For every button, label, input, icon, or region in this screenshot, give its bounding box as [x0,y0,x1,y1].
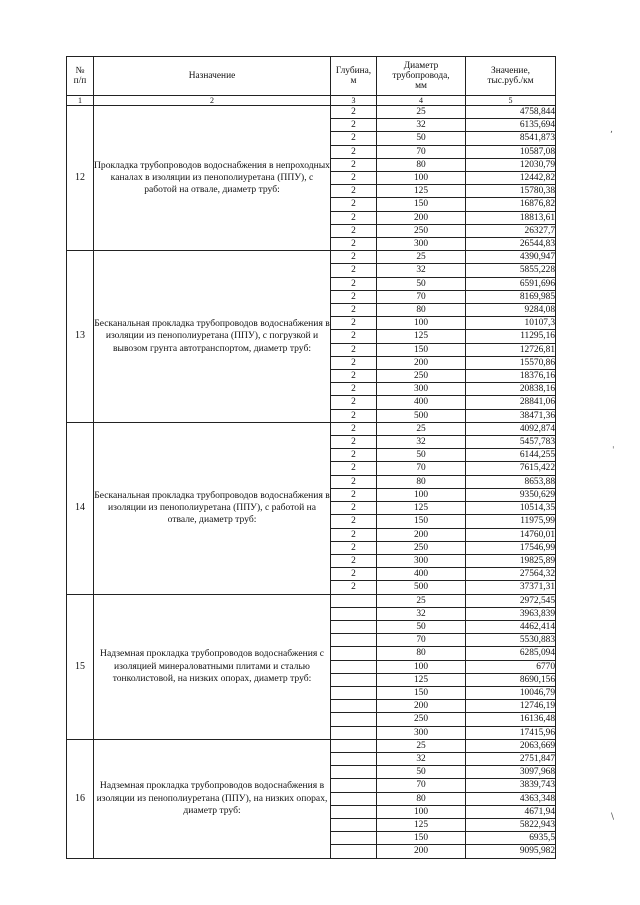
diameter-cell: 70 [377,145,466,158]
column-number: 2 [94,96,331,106]
value-cell: 5530,883 [466,634,556,647]
diameter-cell: 80 [377,475,466,488]
value-cell: 8169,985 [466,290,556,303]
value-cell: 9284,08 [466,304,556,317]
diameter-cell: 50 [377,766,466,779]
depth-cell: 2 [331,581,377,594]
depth-cell: 2 [331,224,377,237]
value-cell: 20838,16 [466,383,556,396]
depth-cell [331,660,377,673]
value-cell: 9350,629 [466,488,556,501]
value-cell: 3963,839 [466,607,556,620]
depth-cell: 2 [331,264,377,277]
value-cell: 6135,694 [466,119,556,132]
diameter-cell: 250 [377,370,466,383]
value-cell: 5855,228 [466,264,556,277]
diameter-cell: 125 [377,330,466,343]
header-value: Значение, тыс.руб./км [466,57,556,96]
header-purpose: Назначение [94,57,331,96]
column-number: 4 [377,96,466,106]
value-cell: 27564,32 [466,568,556,581]
depth-cell: 2 [331,304,377,317]
depth-cell: 2 [331,198,377,211]
depth-cell [331,686,377,699]
depth-cell: 2 [331,528,377,541]
depth-cell [331,620,377,633]
depth-cell [331,779,377,792]
depth-cell [331,700,377,713]
diameter-cell: 70 [377,634,466,647]
diameter-cell: 125 [377,673,466,686]
value-cell: 4363,348 [466,792,556,805]
table-row [67,106,556,119]
depth-cell: 2 [331,211,377,224]
column-number-row [67,96,556,106]
diameter-cell: 100 [377,488,466,501]
diameter-cell: 25 [377,106,466,119]
depth-cell: 2 [331,502,377,515]
table-row [67,739,556,752]
diameter-cell: 80 [377,792,466,805]
depth-cell: 2 [331,238,377,251]
depth-cell: 2 [331,330,377,343]
diameter-cell: 50 [377,620,466,633]
depth-cell: 2 [331,185,377,198]
margin-mark: ‚ [610,125,613,135]
column-number: 1 [67,96,94,106]
value-cell: 37371,31 [466,581,556,594]
diameter-cell: 50 [377,277,466,290]
value-cell: 15570,86 [466,356,556,369]
depth-cell: 2 [331,251,377,264]
value-cell: 6591,696 [466,277,556,290]
diameter-cell: 32 [377,607,466,620]
depth-cell [331,805,377,818]
header-depth: Глубина, м [331,57,377,96]
diameter-cell: 200 [377,211,466,224]
diameter-cell: 500 [377,409,466,422]
value-cell: 9095,982 [466,845,556,858]
diameter-cell: 250 [377,541,466,554]
value-cell: 12726,81 [466,343,556,356]
value-cell: 10514,35 [466,502,556,515]
value-cell: 8653,88 [466,475,556,488]
diameter-cell: 250 [377,224,466,237]
section-number: 16 [67,739,94,858]
value-cell: 18376,16 [466,370,556,383]
section-number: 12 [67,106,94,251]
depth-cell [331,634,377,647]
diameter-cell: 150 [377,686,466,699]
value-cell: 6935,5 [466,832,556,845]
section-description: Надземная прокладка трубопроводов водоснабжения с изоляцией минераловатными плитами и сталью тонколистовой, на низких опорах, диаметр труб: [94,594,331,739]
value-cell: 5822,943 [466,818,556,831]
diameter-cell: 300 [377,554,466,567]
diameter-cell: 70 [377,290,466,303]
value-cell: 17415,96 [466,726,556,739]
diameter-cell: 125 [377,502,466,515]
depth-cell: 2 [331,317,377,330]
value-cell: 12442,82 [466,172,556,185]
diameter-cell: 32 [377,119,466,132]
value-cell: 2063,669 [466,739,556,752]
depth-cell: 2 [331,475,377,488]
depth-cell: 2 [331,106,377,119]
table-row [67,422,556,435]
diameter-cell: 80 [377,304,466,317]
depth-cell [331,647,377,660]
diameter-cell: 80 [377,158,466,171]
value-cell: 12030,79 [466,158,556,171]
diameter-cell: 300 [377,238,466,251]
value-cell: 6285,094 [466,647,556,660]
value-cell: 4092,874 [466,422,556,435]
diameter-cell: 70 [377,462,466,475]
value-cell: 4758,844 [466,106,556,119]
diameter-cell: 400 [377,396,466,409]
header-diameter: Диаметр трубопровода, мм [377,57,466,96]
depth-cell [331,739,377,752]
depth-cell: 2 [331,396,377,409]
depth-cell: 2 [331,356,377,369]
depth-cell: 2 [331,541,377,554]
diameter-cell: 100 [377,317,466,330]
depth-cell: 2 [331,462,377,475]
depth-cell: 2 [331,370,377,383]
diameter-cell: 250 [377,713,466,726]
depth-cell [331,832,377,845]
section-number: 13 [67,251,94,423]
value-cell: 2751,847 [466,752,556,765]
depth-cell [331,818,377,831]
column-number: 5 [466,96,556,106]
value-cell: 3097,968 [466,766,556,779]
value-cell: 6144,255 [466,449,556,462]
depth-cell: 2 [331,132,377,145]
depth-cell: 2 [331,568,377,581]
diameter-cell: 100 [377,660,466,673]
value-cell: 26327,7 [466,224,556,237]
depth-cell [331,752,377,765]
value-cell: 17546,99 [466,541,556,554]
value-cell: 10046,79 [466,686,556,699]
value-cell: 15780,38 [466,185,556,198]
value-cell: 12746,19 [466,700,556,713]
value-cell: 26544,83 [466,238,556,251]
value-cell: 5457,783 [466,436,556,449]
diameter-cell: 25 [377,422,466,435]
value-cell: 16136,48 [466,713,556,726]
depth-cell: 2 [331,290,377,303]
value-cell: 4390,947 [466,251,556,264]
section-description: Надземная прокладка трубопроводов водоснабжения в изоляции из пенополиуретана (ППУ), на низких опорах, диаметр труб: [94,739,331,858]
diameter-cell: 125 [377,185,466,198]
margin-mark: \ [611,812,615,822]
depth-cell: 2 [331,119,377,132]
diameter-cell: 400 [377,568,466,581]
depth-cell [331,673,377,686]
diameter-cell: 150 [377,515,466,528]
diameter-cell: 200 [377,356,466,369]
value-cell: 4671,94 [466,805,556,818]
diameter-cell: 150 [377,198,466,211]
section-description: Бесканальная прокладка трубопроводов водоснабжения в изоляции из пенополиуретана (ППУ), с работой на отвале, диаметр труб: [94,422,331,594]
value-cell: 28841,06 [466,396,556,409]
diameter-cell: 500 [377,581,466,594]
depth-cell: 2 [331,449,377,462]
diameter-cell: 25 [377,251,466,264]
depth-cell [331,845,377,858]
diameter-cell: 300 [377,383,466,396]
value-cell: 6770 [466,660,556,673]
value-cell: 7615,422 [466,462,556,475]
diameter-cell: 32 [377,436,466,449]
depth-cell [331,792,377,805]
value-cell: 8541,873 [466,132,556,145]
header-num: № п/п [67,57,94,96]
margin-mark: ˌ [612,440,615,450]
value-cell: 10587,08 [466,145,556,158]
depth-cell: 2 [331,422,377,435]
diameter-cell: 125 [377,818,466,831]
diameter-cell: 50 [377,449,466,462]
depth-cell: 2 [331,436,377,449]
pipeline-cost-table [66,56,556,859]
section-number: 15 [67,594,94,739]
table-row [67,594,556,607]
diameter-cell: 200 [377,528,466,541]
depth-cell: 2 [331,172,377,185]
section-description: Бесканальная прокладка трубопроводов водоснабжения в изоляции из пенополиуретана (ППУ), с погрузкой и вывозом грунта автотранспортом, диаметр труб: [94,251,331,423]
diameter-cell: 25 [377,594,466,607]
value-cell: 3839,743 [466,779,556,792]
diameter-cell: 200 [377,845,466,858]
value-cell: 10107,3 [466,317,556,330]
depth-cell [331,594,377,607]
depth-cell: 2 [331,277,377,290]
header-row [67,57,556,96]
diameter-cell: 80 [377,647,466,660]
section-description: Прокладка трубопроводов водоснабжения в непроходных каналах в изоляции из пенополиуретана (ППУ), с работой на отвале, диаметр труб: [94,106,331,251]
diameter-cell: 50 [377,132,466,145]
depth-cell [331,713,377,726]
depth-cell: 2 [331,145,377,158]
value-cell: 38471,36 [466,409,556,422]
value-cell: 8690,156 [466,673,556,686]
depth-cell: 2 [331,158,377,171]
value-cell: 2972,545 [466,594,556,607]
diameter-cell: 70 [377,779,466,792]
diameter-cell: 100 [377,805,466,818]
diameter-cell: 150 [377,832,466,845]
value-cell: 11295,16 [466,330,556,343]
table-body [67,106,556,859]
depth-cell: 2 [331,343,377,356]
column-number: 3 [331,96,377,106]
value-cell: 11975,99 [466,515,556,528]
depth-cell [331,766,377,779]
depth-cell [331,726,377,739]
value-cell: 18813,61 [466,211,556,224]
depth-cell [331,607,377,620]
depth-cell: 2 [331,554,377,567]
value-cell: 16876,82 [466,198,556,211]
value-cell: 19825,89 [466,554,556,567]
depth-cell: 2 [331,488,377,501]
depth-cell: 2 [331,383,377,396]
diameter-cell: 100 [377,172,466,185]
diameter-cell: 32 [377,264,466,277]
value-cell: 4462,414 [466,620,556,633]
depth-cell: 2 [331,409,377,422]
section-number: 14 [67,422,94,594]
diameter-cell: 25 [377,739,466,752]
diameter-cell: 300 [377,726,466,739]
diameter-cell: 32 [377,752,466,765]
table-row [67,251,556,264]
depth-cell: 2 [331,515,377,528]
diameter-cell: 200 [377,700,466,713]
diameter-cell: 150 [377,343,466,356]
value-cell: 14760,01 [466,528,556,541]
